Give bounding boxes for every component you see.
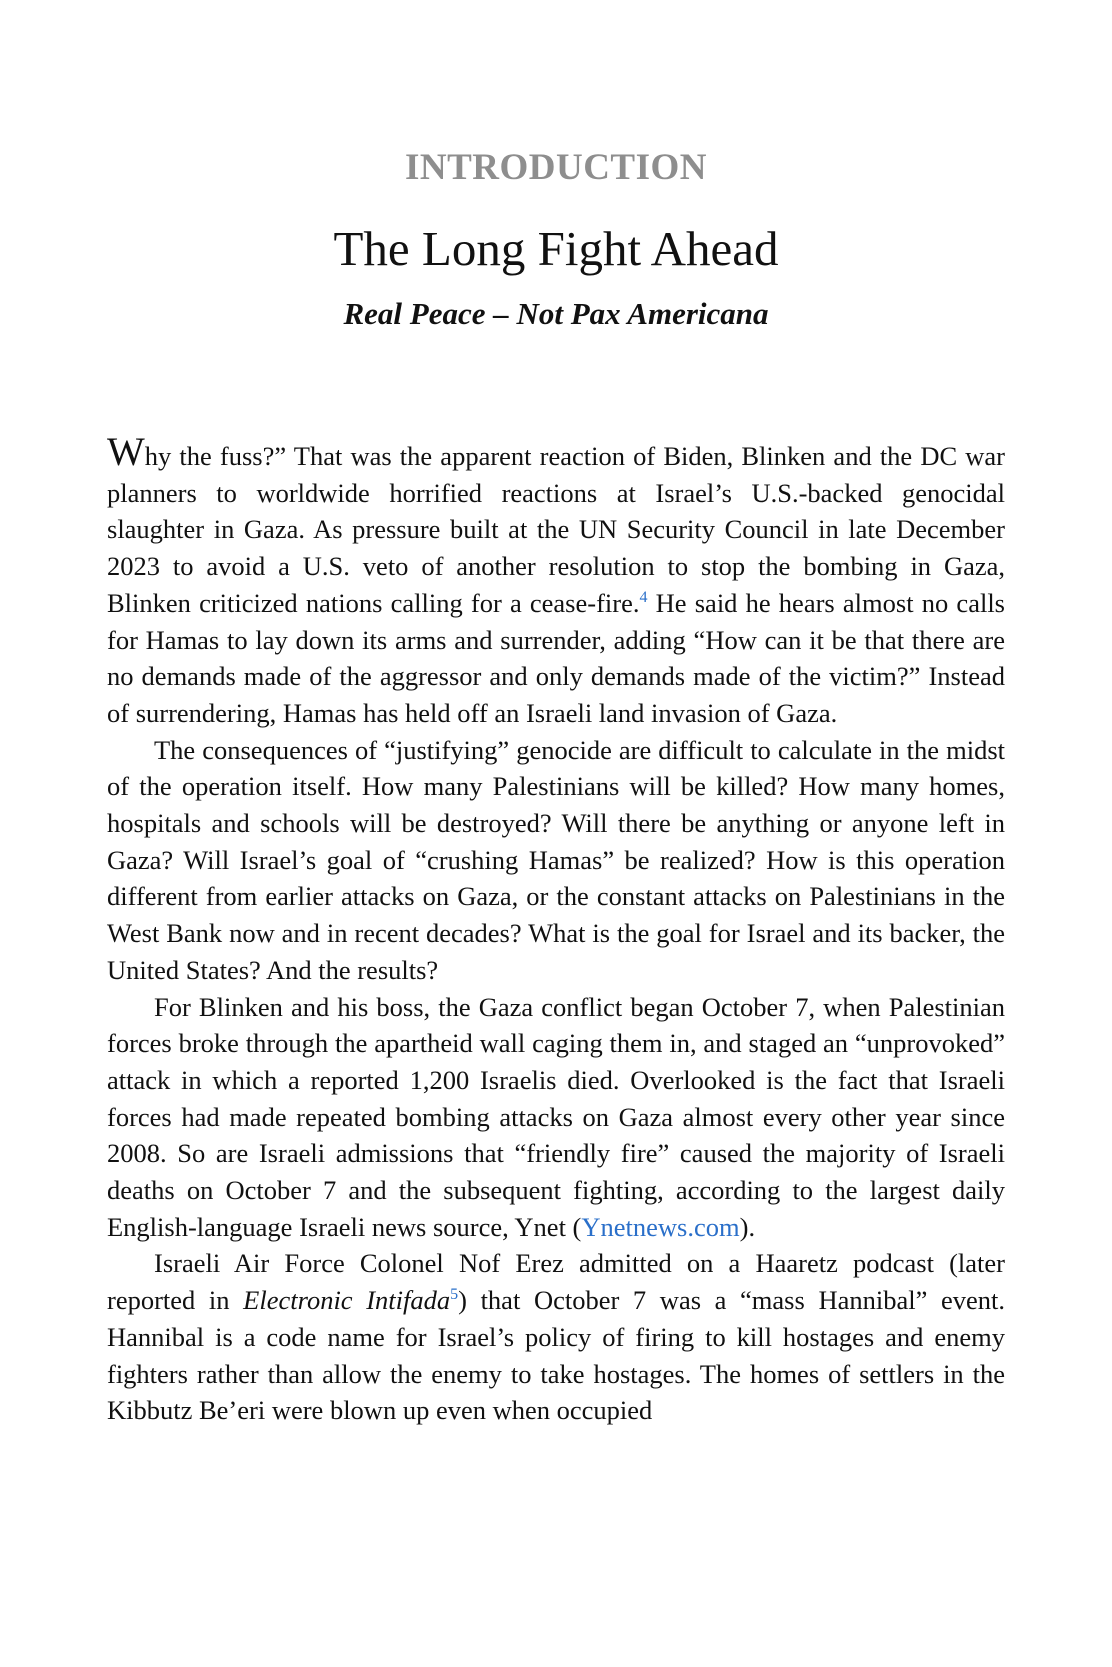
paragraph-2	[107, 732, 1005, 989]
footnote-ref-5[interactable]: 5	[450, 1286, 459, 1304]
paragraph-text: He said he hears almost no calls for Hamas to lay down its arms and surrender, adding “How can it be that there are no demands made of the aggressor and only demands made of the victim?” Instead of surrendering, Hamas has held off an Israeli land invasion of Gaza.	[107, 587, 1005, 728]
paragraph-text: ) that October 7 was a “mass Hannibal” event. Hannibal is a code name for Israel’s policy of firing to kill hostages and enemy fighters rather than allow the enemy to take hostages. The homes of settlers in the Kibbutz Be’eri were blown up even when occupied	[107, 1285, 1005, 1426]
paragraph-text: hy the fuss?” That was the apparent reaction of Biden, Blinken and the DC war planners to worldwide horrified reactions at Israel’s U.S.-backed genocidal slaughter in Gaza. As pressure built at the UN Security Council in late December 2023 to avoid a U.S. veto of another resolution to stop the bombing in Gaza, Blinken criticized nations calling for a cease-fire.	[107, 441, 1005, 618]
body-text	[107, 429, 1005, 1429]
publication-title: Electronic Intifada	[243, 1285, 451, 1316]
chapter-subtitle: Real Peace – Not Pax Americana	[343, 296, 769, 331]
paragraph-text: ).	[739, 1211, 756, 1242]
chapter-title: The Long Fight Ahead	[333, 221, 779, 276]
paragraph-1	[107, 429, 1005, 732]
paragraph-3	[107, 989, 1005, 1246]
paragraph-text: Israeli Air Force Colonel Nof Erez admitted on a Haaretz podcast (later reported in	[107, 1248, 1005, 1316]
paragraph-text: The consequences of “justifying” genocide are difficult to calculate in the midst of the operation itself. How many Palestinians will be killed? How many homes, hospitals and schools will be destroyed? Will there be anything or anyone left in Gaza? Will Israel’s goal of “crushing Hamas” be realized? How is this operation different from earlier attacks on Gaza, or the constant attacks on Palestinians in the West Bank now and in recent decades? What is the goal for Israel and its backer, the United States? And the results?	[107, 734, 1005, 985]
chapter-kicker: INTRODUCTION	[404, 147, 708, 188]
drop-cap: W	[107, 429, 145, 474]
paragraph-4	[107, 1245, 1005, 1429]
ynetnews-link[interactable]: Ynetnews.com	[581, 1211, 740, 1242]
footnote-ref-4[interactable]: 4	[639, 588, 648, 606]
paragraph-text: For Blinken and his boss, the Gaza conflict began October 7, when Palestinian forces broke through the apartheid wall caging them in, and staged an “unprovoked” attack in which a reported 1,200 Israelis died. Overlooked is the fact that Israeli forces had made repeated bombing attacks on Gaza almost every other year since 2008. So are Israeli admissions that “friendly fire” caused the majority of Israeli deaths on October 7 and the subsequent fighting, according to the largest daily English-language Israeli news source, Ynet (	[107, 991, 1005, 1242]
